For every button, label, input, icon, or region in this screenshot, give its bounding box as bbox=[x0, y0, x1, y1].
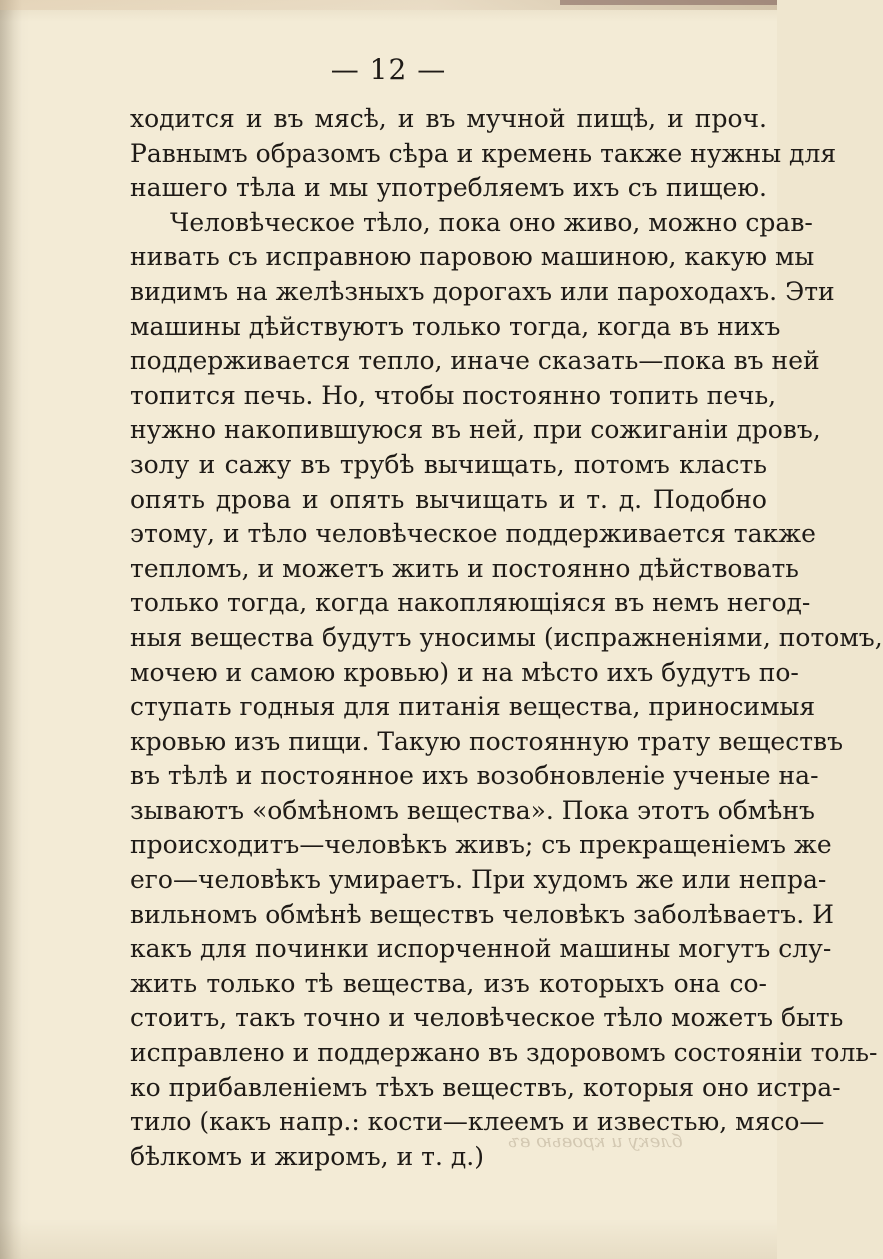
body-text bbox=[130, 102, 883, 1174]
binding-stain bbox=[560, 0, 777, 5]
text-line: происходитъ—человѣкъ живъ; съ прекращеніемъ же bbox=[130, 830, 832, 860]
text-line: золу и сажу въ трубѣ вычищать, потомъ класть bbox=[130, 449, 767, 479]
paragraph-end-line: бѣлкомъ и жиромъ, и т. д.) bbox=[130, 1141, 484, 1171]
text-line: поддерживается тепло, иначе сказать—пока въ ней bbox=[130, 346, 820, 376]
text-line: Равнымъ образомъ сѣра и кремень также нужны для bbox=[130, 138, 837, 168]
text-line: тило (какъ напр.: кости—клеемъ и известью, мясо— bbox=[130, 1107, 825, 1137]
bleed-through-text: блеку и кровью въ bbox=[508, 1131, 683, 1152]
text-line: этому, и тѣло человѣческое поддерживается также bbox=[130, 519, 816, 549]
text-line: нивать съ исправною паровою машиною, какую мы bbox=[130, 242, 815, 272]
text-line: его—человѣкъ умираетъ. При худомъ же или непра- bbox=[130, 865, 827, 895]
text-line: только тогда, когда накопляющіяся въ немъ негод- bbox=[130, 588, 811, 618]
text-line: нужно накопившуюся въ ней, при сожиганіи дровъ, bbox=[130, 415, 821, 445]
text-line: въ тѣлѣ и постоянное ихъ возобновленіе ученые на- bbox=[130, 761, 819, 791]
text-line: машины дѣйствуютъ только тогда, когда въ нихъ bbox=[130, 311, 781, 341]
text-line: ко прибавленіемъ тѣхъ веществъ, которыя оно истра- bbox=[130, 1072, 841, 1102]
paragraph-start-line: Человѣческое тѣло, пока оно живо, можно срав- bbox=[170, 207, 813, 237]
text-line: исправлено и поддержано въ здоровомъ состояніи толь- bbox=[130, 1038, 878, 1068]
text-line: ходится и въ мясѣ, и въ мучной пищѣ, и проч. bbox=[130, 104, 767, 133]
text-line: видимъ на желѣзныхъ дорогахъ или пароходахъ. Эти bbox=[130, 276, 835, 306]
text-line: нашего тѣла и мы употребляемъ ихъ съ пищею. bbox=[130, 173, 767, 203]
text-line: опять дрова и опять вычищать и т. д. Подобно bbox=[130, 484, 767, 514]
text-line: топится печь. Но, чтобы постоянно топить печь, bbox=[130, 380, 777, 410]
text-line: зываютъ «обмѣномъ вещества». Пока этотъ обмѣнъ bbox=[130, 795, 815, 825]
text-line: вильномъ обмѣнѣ веществъ человѣкъ заболѣваетъ. И bbox=[130, 899, 834, 929]
text-line: мочею и самою кровью) и на мѣсто ихъ будутъ по- bbox=[130, 657, 799, 687]
text-line: какъ для починки испорченной машины могутъ слу- bbox=[130, 934, 832, 964]
text-line: кровью изъ пищи. Такую постоянную трату веществъ bbox=[130, 726, 844, 756]
text-line: тепломъ, и можетъ жить и постоянно дѣйствовать bbox=[130, 553, 799, 583]
text-line: ступать годныя для питанія вещества, приносимыя bbox=[130, 692, 816, 722]
page-number: — 12 — bbox=[330, 53, 447, 86]
text-line: жить только тѣ вещества, изъ которыхъ она со- bbox=[130, 968, 767, 998]
text-line: стоитъ, такъ точно и человѣческое тѣло можетъ быть bbox=[130, 1003, 844, 1033]
gutter-shadow bbox=[0, 0, 22, 1259]
text-line: ныя вещества будутъ уносимы (испражненіями, потомъ, bbox=[130, 622, 883, 652]
